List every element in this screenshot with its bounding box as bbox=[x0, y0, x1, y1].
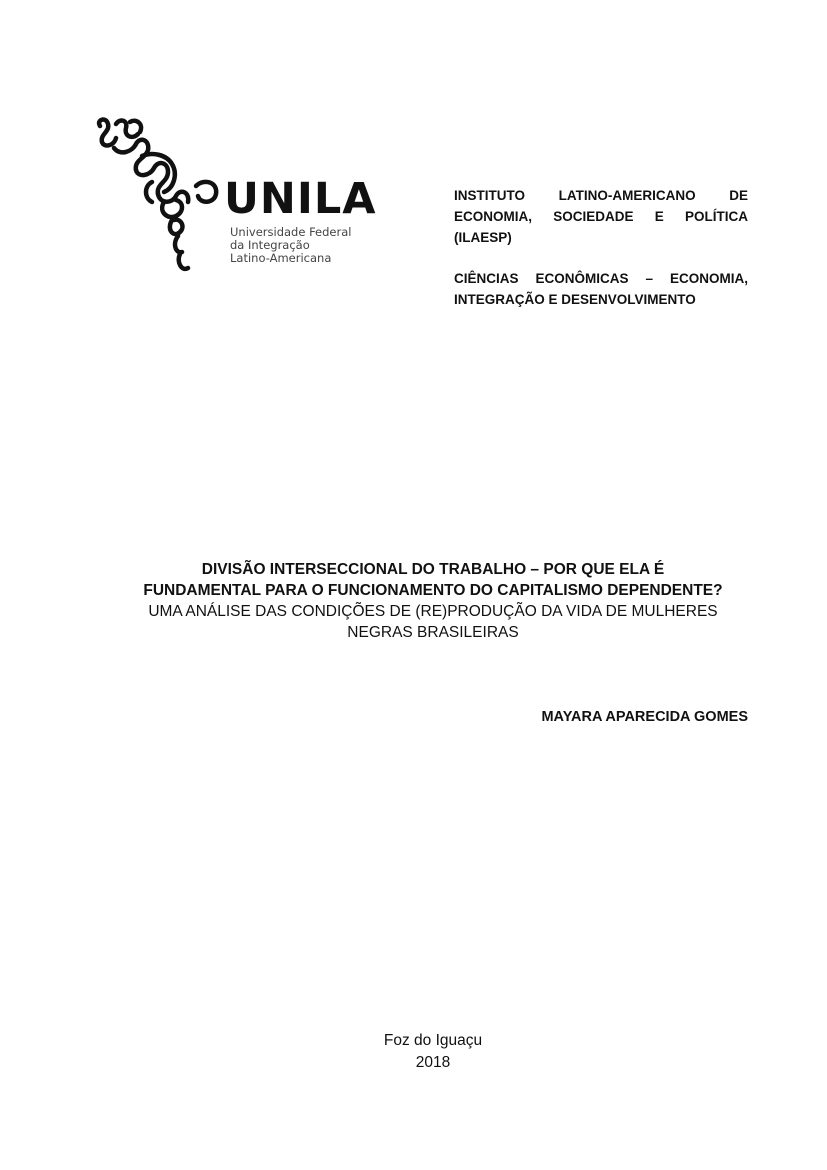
thesis-title-line: FUNDAMENTAL PARA O FUNCIONAMENTO DO CAPITALISMO DEPENDENTE? bbox=[143, 582, 723, 599]
logo-subtitle-line: Universidade Federal bbox=[230, 225, 352, 239]
thesis-title-block bbox=[90, 559, 776, 643]
institution-block bbox=[454, 185, 748, 330]
institute-name: INSTITUTO LATINO-AMERICANO DE ECONOMIA, SOCIEDADE E POLÍTICA (ILAESP) bbox=[454, 188, 748, 245]
thesis-subtitle-line: UMA ANÁLISE DAS CONDIÇÕES DE (RE)PRODUÇÃO DA VIDA DE MULHERES bbox=[148, 603, 718, 620]
logo-subtitle bbox=[230, 226, 351, 265]
thesis-title-line: DIVISÃO INTERSECCIONAL DO TRABALHO – POR QUE ELA É bbox=[201, 561, 665, 578]
course-name: CIÊNCIAS ECONÔMICAS – ECONOMIA, INTEGRAÇÃO E DESENVOLVIMENTO bbox=[454, 271, 748, 307]
logo-subtitle-line: da Integração bbox=[230, 238, 310, 252]
city: Foz do Iguaçu bbox=[383, 1032, 483, 1049]
thesis-subtitle-line: NEGRAS BRASILEIRAS bbox=[347, 624, 519, 641]
unila-map-logo-icon bbox=[92, 112, 232, 280]
year: 2018 bbox=[415, 1054, 451, 1071]
footer-block bbox=[0, 1030, 827, 1074]
author-name: MAYARA APARECIDA GOMES bbox=[541, 709, 748, 725]
logo-wordmark: UNILA bbox=[224, 174, 377, 224]
logo-subtitle-line: Latino-Americana bbox=[230, 251, 332, 265]
unila-logo bbox=[92, 112, 377, 280]
